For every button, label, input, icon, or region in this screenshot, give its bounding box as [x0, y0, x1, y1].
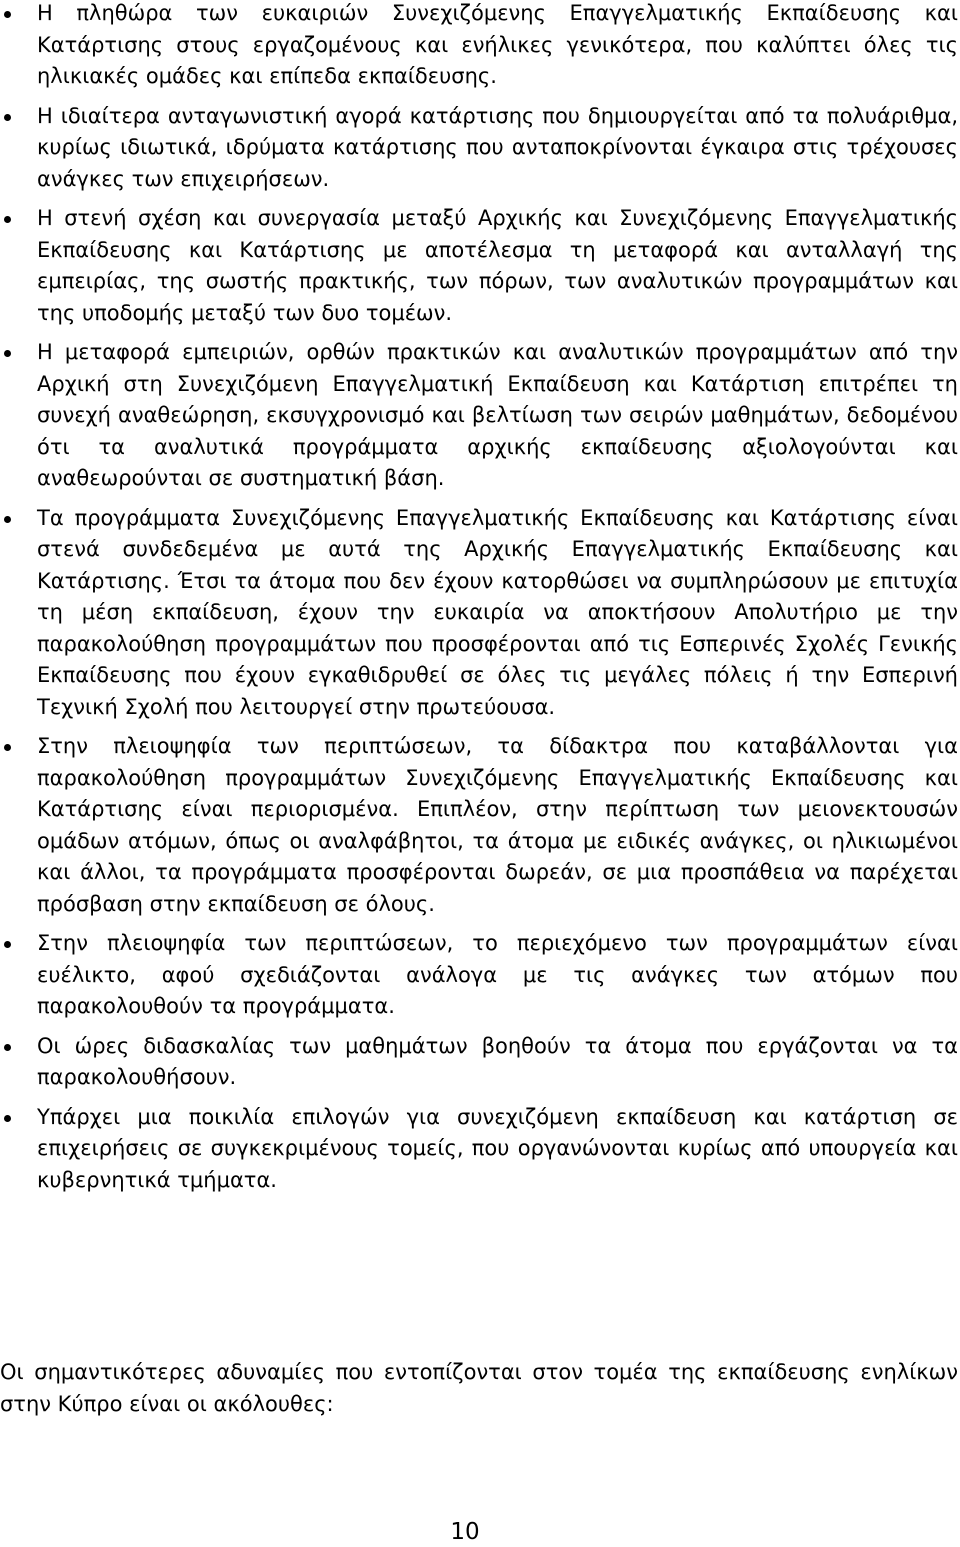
- bullet-item: [0, 101, 958, 196]
- bullet-text: Η μεταφορά εμπειριών, ορθών πρακτικών και αναλυτικών προγραμμάτων από την Αρχική στη Συνεχιζόμενη Επαγγελματική Εκπαίδευση και Κατάρτιση επιτρέπει τη συνεχή αναθεώρηση, εκσυγχρονισμό και βελτίωση των σειρών μαθημάτων, δεδομένου ότι τα αναλυτικά προγράμματα αρχικής εκπαίδευσης αξιολογούνται και αναθεωρούνται σε συστηματική βάση.: [37, 340, 958, 490]
- bullet-item: [0, 203, 958, 329]
- bullet-text: Η ιδιαίτερα ανταγωνιστική αγορά κατάρτισης που δημιουργείται από τα πολυάριθμα, κυρίως ιδιωτικά, ιδρύματα κατάρτισης που ανταποκρίνονται έγκαιρα στις τρέχουσες ανάγκες των επιχειρήσεων.: [37, 103, 958, 191]
- bullet-text: Η στενή σχέση και συνεργασία μεταξύ Αρχικής και Συνεχιζόμενης Επαγγελματικής Εκπαίδευσης και Κατάρτισης με αποτέλεσμα τη μεταφορά και ανταλλαγή της εμπειρίας, της σωστής πρακτικής, των πόρων, των αναλυτικών προγραμμάτων και της υποδομής μεταξύ των δυο τομέων.: [37, 206, 958, 325]
- bullet-dot-icon: [4, 11, 11, 18]
- bullet-item: [0, 337, 958, 495]
- bullet-dot-icon: [4, 744, 11, 751]
- bullet-item: [0, 0, 958, 93]
- bullet-item: [0, 731, 958, 920]
- bullet-item: [0, 928, 958, 1023]
- bullet-text: Στην πλειοψηφία των περιπτώσεων, τα δίδακτρα που καταβάλλονται για παρακολούθηση προγραμμάτων Συνεχιζόμενης Επαγγελματικής Εκπαίδευσης και Κατάρτισης είναι περιορισμένα. Επιπλέον, στην περίπτωση των μειονεκτουσών ομάδων ατόμων, όπως οι αναλφάβητοι, τα άτομα με ειδικές ανάγκες, οι ηλικιωμένοι και άλλοι, τα προγράμματα προσφέρονται δωρεάν, σε μια προσπάθεια να παρέχεται πρόσβαση στην εκπαίδευση σε όλους.: [37, 734, 958, 916]
- bullet-item: [0, 1102, 958, 1197]
- bullet-item: [0, 503, 958, 724]
- weaknesses-intro-paragraph: Οι σημαντικότερες αδυναμίες που εντοπίζονται στον τομέα της εκπαίδευσης ενηλίκων στην Κύπρο είναι οι ακόλουθες:: [0, 1360, 958, 1416]
- bullet-dot-icon: [4, 516, 11, 523]
- bullet-text: Τα προγράμματα Συνεχιζόμενης Επαγγελματικής Εκπαίδευσης και Κατάρτισης είναι στενά συνδεδεμένα με αυτά της Αρχικής Επαγγελματικής Εκπαίδευσης και Κατάρτισης. Έτσι τα άτομα που δεν έχουν κατορθώσει να συμπληρώσουν με επιτυχία τη μέση εκπαίδευση, έχουν την ευκαιρία να αποκτήσουν Απολυτήριο με την παρακολούθηση προγραμμάτων που προσφέρονται από τις Εσπερινές Σχολές Γενικής Εκπαίδευσης που έχουν εγκαθιδρυθεί σε όλες τις μεγάλες πόλεις ή την Εσπερινή Τεχνική Σχολή που λειτουργεί στην πρωτεύουσα.: [37, 505, 958, 719]
- bullet-dot-icon: [4, 1044, 11, 1051]
- page-number: 10: [450, 1519, 480, 1545]
- bullet-dot-icon: [4, 1115, 11, 1122]
- bullet-text: Υπάρχει μια ποικιλία επιλογών για συνεχιζόμενη εκπαίδευση και κατάρτιση σε επιχειρήσεις σε συγκεκριμένους τομείς, που οργανώνονται κυρίως από υπουργεία και κυβερνητικά τμήματα.: [37, 1104, 958, 1192]
- bullet-dot-icon: [4, 941, 11, 948]
- bullet-dot-icon: [4, 350, 11, 357]
- bullet-dot-icon: [4, 114, 11, 121]
- bullet-item: [0, 1031, 958, 1094]
- bullet-text: Οι ώρες διδασκαλίας των μαθημάτων βοηθούν τα άτομα που εργάζονται να τα παρακολουθήσουν.: [37, 1033, 958, 1089]
- bullet-text: Στην πλειοψηφία των περιπτώσεων, το περιεχόμενο των προγραμμάτων είναι ευέλικτο, αφού σχεδιάζονται ανάλογα με τις ανάγκες των ατόμων που παρακολουθούν τα προγράμματα.: [37, 931, 958, 1018]
- bullet-text: Η πληθώρα των ευκαιριών Συνεχιζόμενης Επαγγελματικής Εκπαίδευσης και Κατάρτισης στους εργαζομένους και ενήλικες γενικότερα, που καλύπτει όλες τις ηλικιακές ομάδες και επίπεδα εκπαίδευσης.: [37, 1, 958, 88]
- bullet-dot-icon: [4, 216, 11, 223]
